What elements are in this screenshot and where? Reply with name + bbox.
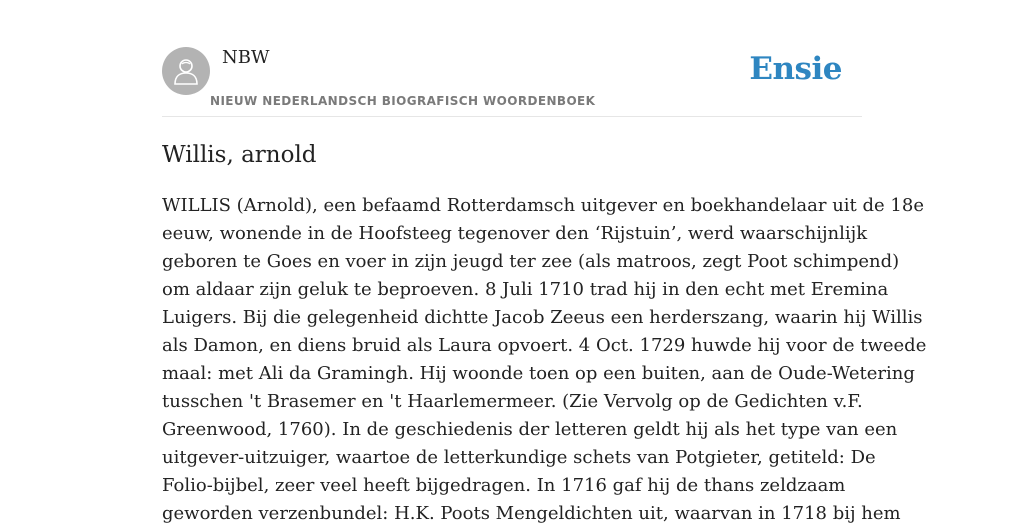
article-body-line: WILLIS (Arnold), een befaamd Rotterdamsch uitgever en boekhandelaar uit de 18e bbox=[162, 195, 924, 216]
article-body-line: eeuw, wonende in de Hoofsteeg tegenover den ‘Rijstuin’, werd waarschijnlijk bbox=[162, 223, 868, 244]
article-body-line: Luigers. Bij die gelegenheid dichtte Jacob Zeeus een herderszang, waarin hij Willis bbox=[162, 307, 923, 328]
article-body-line: Folio-bijbel, zeer veel heeft bijgedragen. In 1716 gaf hij de thans zeldzaam bbox=[162, 475, 846, 496]
article-body-line: tusschen 't Brasemer en 't Haarlemermeer. (Zie Vervolg op de Gedichten v.F. bbox=[162, 391, 863, 412]
ensie-logo-link[interactable]: Ensie bbox=[749, 51, 842, 87]
content-container bbox=[162, 0, 927, 524]
article-body-line: geworden verzenbundel: H.K. Poots Mengeldichten uit, waarvan in 1718 bij hem bbox=[162, 503, 901, 524]
article-body-line: maal: met Ali da Gramingh. Hij woonde toen op een buiten, aan de Oude-Wetering bbox=[162, 363, 915, 384]
article-body-line: om aldaar zijn geluk te beproeven. 8 Juli 1710 trad hij in den echt met Eremina bbox=[162, 279, 889, 300]
source-name-link[interactable]: NBW bbox=[222, 47, 270, 68]
article-body-line: geboren te Goes en voer in zijn jeugd ter zee (als matroos, zegt Poot schimpend) bbox=[162, 251, 900, 272]
article-body-line: als Damon, en diens bruid als Laura opvoert. 4 Oct. 1729 huwde hij voor de tweede bbox=[162, 335, 927, 356]
article-body-line: Greenwood, 1760). In de geschiedenis der letteren geldt hij als het type van een bbox=[162, 419, 898, 440]
article-body-line: uitgever-uitzuiger, waartoe de letterkundige schets van Potgieter, getiteld: De bbox=[162, 447, 876, 468]
source-subtitle: NIEUW NEDERLANDSCH BIOGRAFISCH WOORDENBOEK bbox=[210, 94, 596, 108]
source-avatar[interactable] bbox=[162, 47, 210, 95]
article-body bbox=[162, 192, 927, 528]
user-icon bbox=[172, 56, 200, 86]
source-header bbox=[162, 0, 862, 117]
article-title: Willis, arnold bbox=[162, 142, 317, 168]
